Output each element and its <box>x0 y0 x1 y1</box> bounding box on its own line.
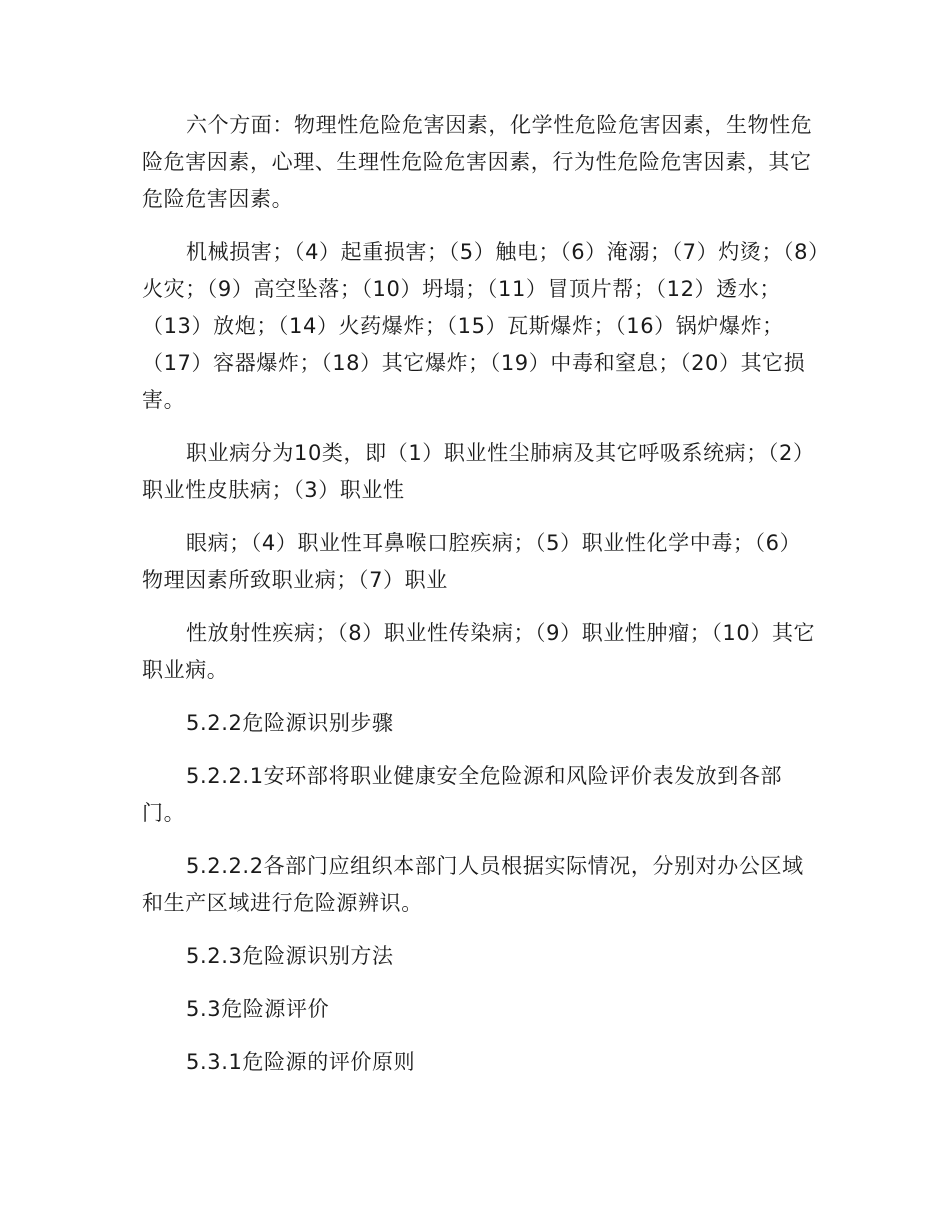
paragraph-occupational-disease-1: 职业病分为10类，即（1）职业性尘肺病及其它呼吸系统病；（2）职业性皮肤病；（3）职业性 <box>142 441 815 502</box>
section-heading-5-2-2: 5.2.2危险源识别步骤 <box>186 711 394 735</box>
section-heading-5-2-3: 5.2.3危险源识别方法 <box>186 944 394 968</box>
section-heading-5-3: 5.3危险源评价 <box>186 997 330 1021</box>
document-body <box>142 107 822 1097</box>
paragraph-occupational-disease-2: 眼病；（4）职业性耳鼻喉口腔疾病；（5）职业性化学中毒；（6）物理因素所致职业病；（7）职业 <box>142 531 802 592</box>
paragraph-injury-types: 机械损害；（4）起重损害；（5）触电；（6）淹溺；（7）灼烫；（8）火灾；（9）高空坠落；（10）坍塌；（11）冒顶片帮；（12）透水；（13）放炮；（14）火药爆炸；（15）瓦斯爆炸；（16）锅炉爆炸；（17）容器爆炸；（18）其它爆炸；（19）中毒和窒息；（20）其它损害。 <box>142 240 820 412</box>
paragraph-occupational-disease-3: 性放射性疾病；（8）职业性传染病；（9）职业性肿瘤；（10）其它职业病。 <box>142 621 816 682</box>
paragraph-5-2-2-2: 5.2.2.2各部门应组织本部门人员根据实际情况，分别对办公区域和生产区域进行危险源辨识。 <box>142 854 804 915</box>
section-heading-5-3-1: 5.3.1危险源的评价原则 <box>186 1050 416 1074</box>
paragraph-hazard-categories: 六个方面：物理性危险危害因素，化学性危险危害因素，生物性危险危害因素，心理、生理性危险危害因素，行为性危险危害因素，其它危险危害因素。 <box>142 113 813 211</box>
paragraph-5-2-2-1: 5.2.2.1安环部将职业健康安全危险源和风险评价表发放到各部门。 <box>142 764 783 825</box>
